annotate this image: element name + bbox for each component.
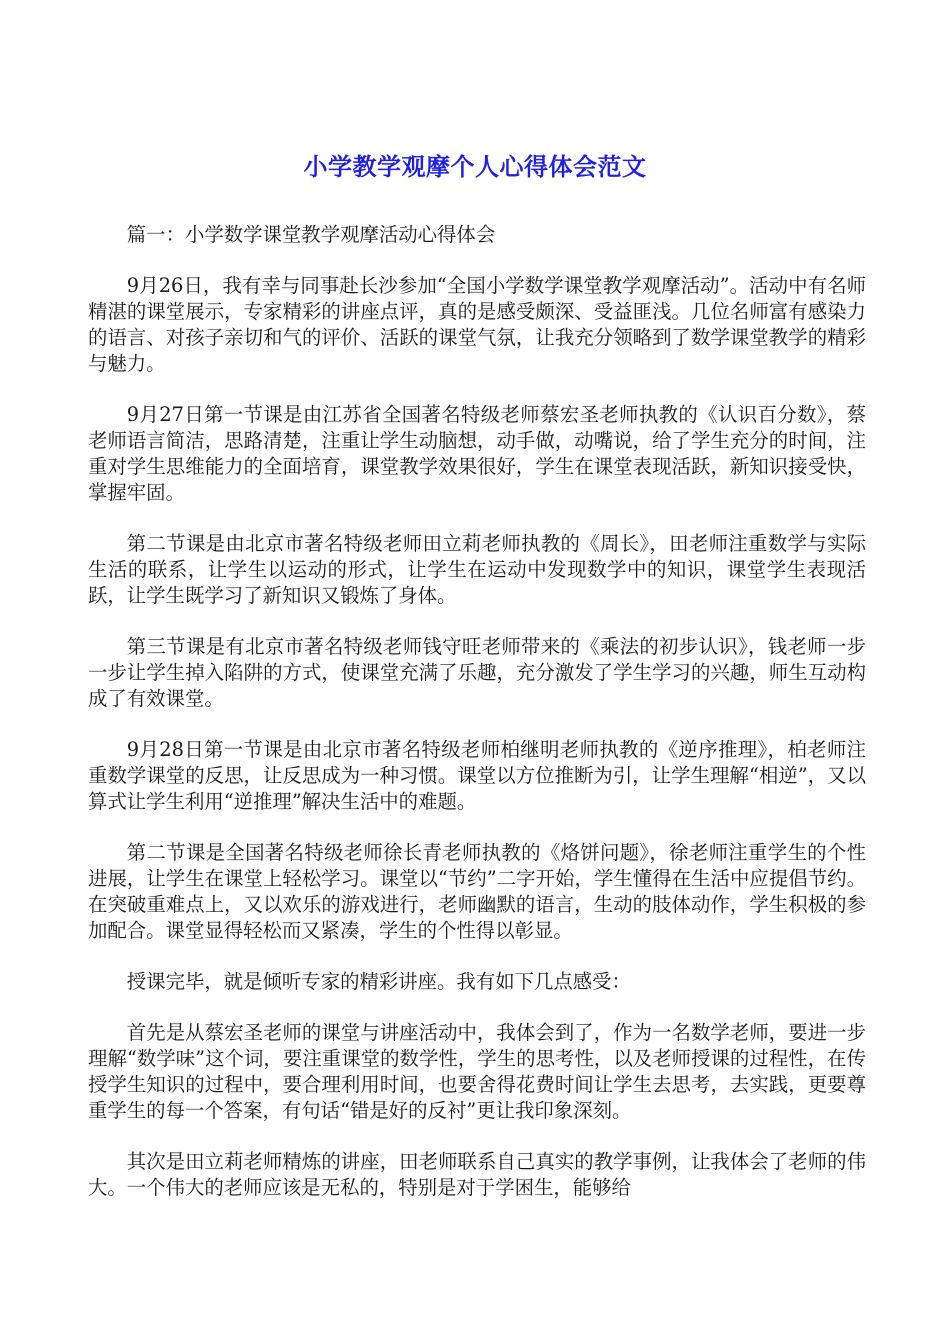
paragraph: 第二节课是全国著名特级老师徐长青老师执教的《烙饼问题》，徐老师注重学生的个性进展，让学生在课堂上轻松学习。课堂以“节约”二字开始，学生懂得在生活中应提倡节约。在突破重难点上，又以欢乐的游戏进行，老师幽默的语言，生动的肢体动作，学生积极的参加配合。课堂显得轻松而又紧凑，学生的个性得以彰显。 bbox=[88, 841, 866, 942]
document-body bbox=[88, 222, 866, 1226]
paragraph: 首先是从蔡宏圣老师的课堂与讲座活动中，我体会到了，作为一名数学老师，要进一步理解“数学味”这个词，要注重课堂的数学性，学生的思考性，以及老师授课的过程性，在传授学生知识的过程中，要合理利用时间，也要舍得花费时间让学生去思考，去实践，更要尊重学生的每一个答案，有句话“错是好的反衬”更让我印象深刻。 bbox=[88, 1021, 866, 1122]
paragraph: 9月27日第一节课是由江苏省全国著名特级老师蔡宏圣老师执教的《认识百分数》，蔡老师语言简洁，思路清楚，注重让学生动脑想，动手做，动嘴说，给了学生充分的时间，注重对学生思维能力的全面培育，课堂教学效果很好，学生在课堂表现活跃，新知识接受快，掌握牢固。 bbox=[88, 403, 866, 504]
paragraph: 9月26日，我有幸与同事赴长沙参加“全国小学数学课堂教学观摩活动”。活动中有名师精湛的课堂展示，专家精彩的讲座点评，真的是感受颇深、受益匪浅。几位名师富有感染力的语言、对孩子亲切和气的评价、活跃的课堂气氛，让我充分领略到了数学课堂教学的精彩与魅力。 bbox=[88, 274, 866, 375]
paragraph: 9月28日第一节课是由北京市著名特级老师柏继明老师执教的《逆序推理》，柏老师注重数学课堂的反思，让反思成为一种习惯。课堂以方位推断为引，让学生理解“相逆”，又以算式让学生利用“逆推理”解决生活中的难题。 bbox=[88, 738, 866, 813]
paragraph: 篇一：小学数学课堂教学观摩活动心得体会 bbox=[126, 223, 496, 246]
paragraph: 授课完毕，就是倾听专家的精彩讲座。我有如下几点感受： bbox=[126, 970, 631, 993]
paragraph: 其次是田立莉老师精炼的讲座，田老师联系自己真实的教学事例，让我体会了老师的伟大。一个伟大的老师应该是无私的，特别是对于学困生，能够给 bbox=[88, 1150, 866, 1199]
paragraph: 第三节课是有北京市著名特级老师钱守旺老师带来的《乘法的初步认识》，钱老师一步一步让学生掉入陷阱的方式，使课堂充满了乐趣，充分激发了学生学习的兴趣，师生互动构成了有效课堂。 bbox=[88, 635, 866, 710]
paragraph: 第二节课是由北京市著名特级老师田立莉老师执教的《周长》，田老师注重数学与实际生活的联系，让学生以运动的形式，让学生在运动中发现数学中的知识，课堂学生表现活跃，让学生既学习了新知识又锻炼了身体。 bbox=[88, 532, 866, 607]
document-title: 小学教学观摩个人心得体会范文 bbox=[303, 153, 647, 182]
